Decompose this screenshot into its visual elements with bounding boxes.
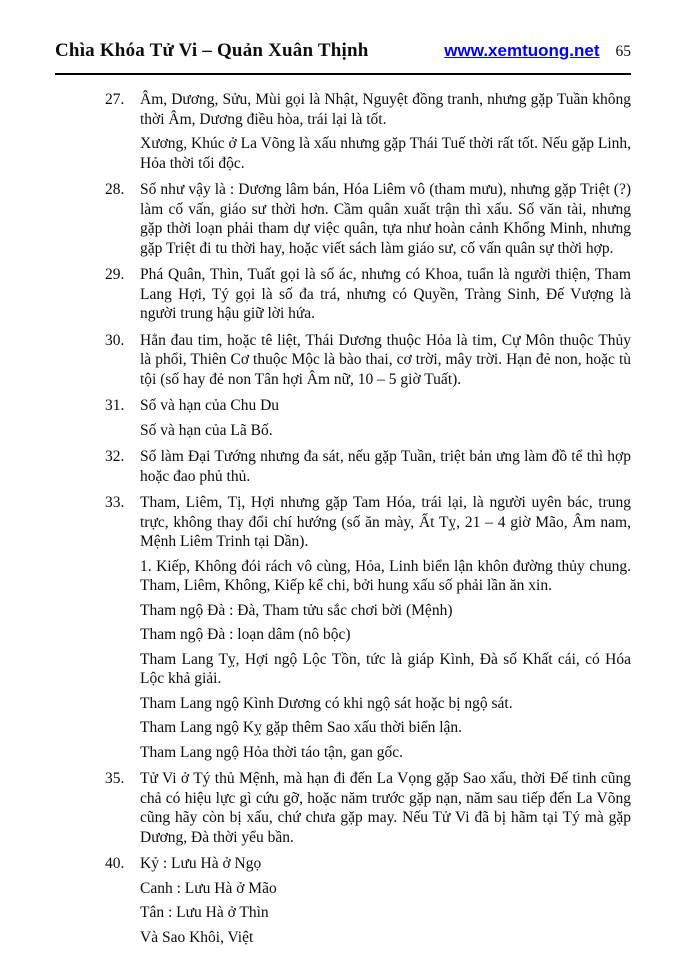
- list-item: [55, 265, 631, 329]
- item-number: 29.: [105, 266, 125, 283]
- list-item: [55, 90, 631, 178]
- list-item: [55, 180, 631, 263]
- item-paragraph: Tham ngộ Đà : loạn dâm (nô bộc): [140, 626, 351, 643]
- item-paragraph: Tham Lang ngộ Kình Dương có khi ngộ sát hoặc bị ngộ sát.: [140, 694, 513, 712]
- list-item: [55, 396, 631, 445]
- content: [0, 75, 686, 952]
- item-paragraph: Và Sao Khôi, Việt: [140, 928, 254, 946]
- item-paragraph: Tử Vi ở Tý thủ Mệnh, mà hạn đi đến La Vọng gặp Sao xấu, thời Đế tinh cũng chả có hiệu lực gì cứu gỡ, hoặc năm trước gặp nạn, năm sau tiếp đến La Võng cũng hãy còn bị xấu, chứ chưa gặp may. Nếu Tử Vi đã bị hãm tại Tý mà gặp Dương, Đà thời yểu bần.: [140, 770, 631, 846]
- item-body: [140, 493, 631, 767]
- item-number: 30.: [105, 331, 125, 349]
- list-item: [55, 331, 631, 395]
- list-item: [55, 447, 631, 491]
- item-paragraph: Tham Lang ngộ Hỏa thời táo tận, gan gốc.: [140, 743, 404, 761]
- item-paragraph: 1. Kiếp, Không đói rách vô cùng, Hỏa, Linh biển lận khôn đường thủy chung. Tham, Liêm, Không, Kiếp kể chi, bởi hung xấu số phải lần ăn xin.: [140, 557, 631, 594]
- item-number: 35.: [105, 770, 125, 787]
- item-paragraph: Số và hạn của Chu Du: [140, 397, 280, 414]
- item-number: 27.: [105, 91, 125, 108]
- list-item: [55, 769, 631, 852]
- item-paragraph: Tham, Liêm, Tị, Hợi nhưng gặp Tam Hóa, trái lại, là người uyên bác, trung trực, không thay đổi chí hướng (số ăn mày, Ất Tỵ, 21 – 4 giờ Mão, Âm nam, Mệnh Liêm Trinh tại Dần).: [140, 494, 631, 550]
- page-number: 65: [615, 43, 631, 60]
- item-paragraph: Tham Lang Tỵ, Hợi ngộ Lộc Tồn, tức là giáp Kình, Đà số Khất cái, có Hóa Lộc khả giải.: [140, 650, 631, 687]
- website-link[interactable]: www.xemtuong.net: [444, 41, 600, 60]
- item-paragraph: Canh : Lưu Hà ở Mão: [140, 879, 277, 897]
- item-body: [140, 90, 631, 178]
- item-paragraph: Âm, Dương, Sửu, Mùi gọi là Nhật, Nguyệt đồng tranh, nhưng gặp Tuần không thời Âm, Dương điều hòa, trái lại là tốt.: [140, 91, 631, 128]
- item-paragraph: Số làm Đại Tướng nhưng đa sát, nếu gặp Tuần, triệt bản ưng làm đồ tể thì hợp hoặc đao phủ thủ.: [140, 448, 631, 485]
- item-paragraph: Tân : Lưu Hà ở Thìn: [140, 904, 269, 921]
- item-body: [140, 854, 631, 952]
- item-paragraph: Xương, Khúc ở La Võng là xấu nhưng gặp Thái Tuế thời rất tốt. Nếu gặp Linh, Hỏa thời tối độc.: [140, 135, 631, 172]
- item-paragraph: Kỷ : Lưu Hà ở Ngọ: [140, 855, 262, 872]
- item-paragraph: Số như vậy là : Dương lâm bán, Hóa Liêm vô (tham mưu), nhưng gặp Triệt (?) làm cố vấn, giáo sư thời hơn. Cầm quân xuất trận thì xấu. Số văn tài, nhưng gặp thời loạn phải tham dự việc quân, tựa như hoàn cảnh Khổng Minh, nhưng gặp Triệt đi tu thời hay, hoặc viết sách làm giáo sư, cố vấn quân sự thời hợp.: [140, 181, 631, 257]
- item-number: 28.: [105, 181, 125, 198]
- item-body: [140, 447, 631, 491]
- item-body: [140, 265, 631, 329]
- item-paragraph: Hẳn đau tim, hoặc tê liệt, Thái Dương thuộc Hỏa là tim, Cự Môn thuộc Thủy là phổi, Thiên Cơ thuộc Mộc là bào thai, cơ trời, mây trời. Hạn đẻ non, hoặc tù tội (số hay đẻ non Tân hợi Âm nữ, 10 – 5 giờ Tuất).: [140, 331, 631, 388]
- item-paragraph: Tham Lang ngộ Kỵ gặp thêm Sao xấu thời biển lận.: [140, 719, 463, 736]
- item-paragraph: Tham ngộ Đà : Đà, Tham tửu sắc chơi bời (Mệnh): [140, 601, 453, 619]
- item-body: [140, 396, 631, 445]
- page-header: [0, 0, 686, 62]
- header-right: [444, 41, 631, 61]
- item-paragraph: Số và hạn của Lã Bố.: [140, 421, 273, 439]
- page-title: Chìa Khóa Tử Vi – Quản Xuân Thịnh: [55, 40, 369, 61]
- item-number: 31.: [105, 397, 125, 414]
- item-number: 33.: [105, 494, 125, 511]
- item-body: [140, 769, 631, 852]
- item-paragraph: Phá Quân, Thìn, Tuất gọi là số ác, nhưng có Khoa, tuẩn là người thiện, Tham Lang Hợi, Tý gọi là số đa trá, nhưng có Quyền, Tràng Sinh, Đế Vượng là người trung hậu giữ lời hứa.: [140, 266, 631, 322]
- item-body: [140, 180, 631, 263]
- list-item: [55, 854, 631, 952]
- list-item: [55, 493, 631, 767]
- item-number: 40.: [105, 855, 125, 872]
- item-body: [140, 331, 631, 395]
- item-number: 32.: [105, 448, 125, 465]
